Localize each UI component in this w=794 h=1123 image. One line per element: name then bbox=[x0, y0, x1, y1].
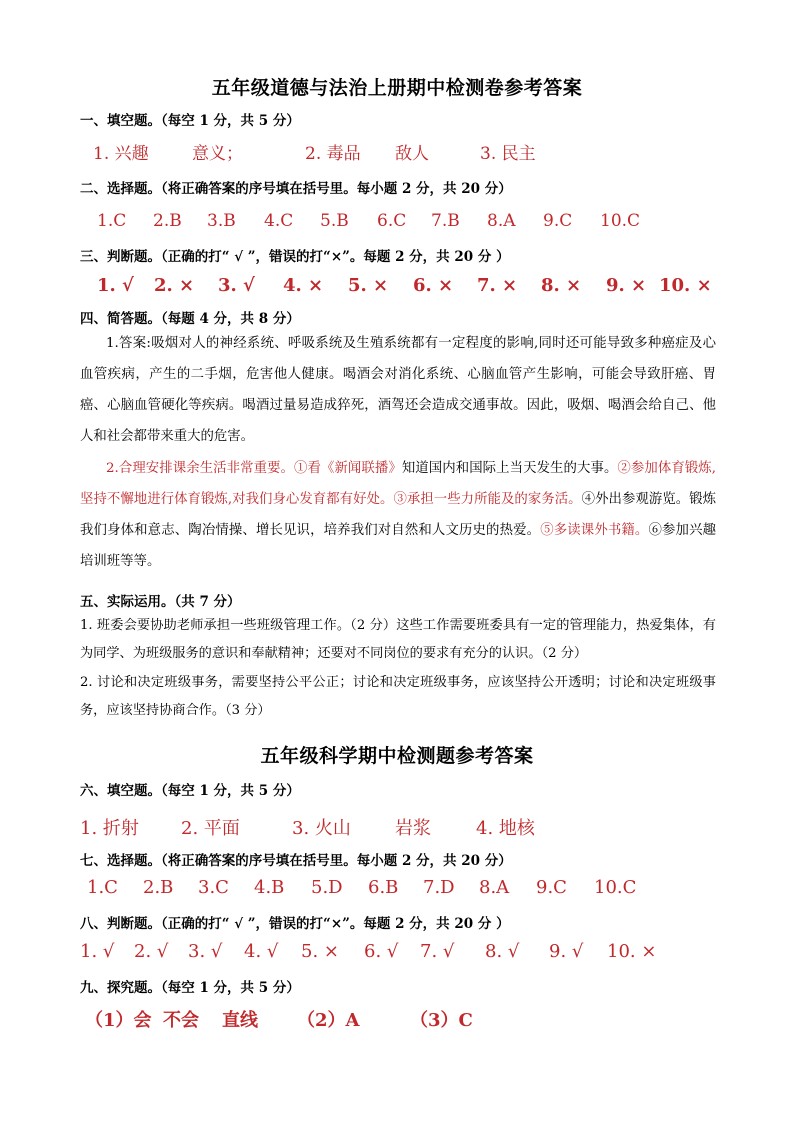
answer-paragraph: 1.答案:吸烟对人的神经系统、呼吸系统及生殖系统都有一定程度的影响,同时还可能导致多种癌症及心血管疾病，产生的二手烟，危害他人健康。喝酒会对消化系统、心脑血管产生影响，可能会导致肝癌、胃癌、心脑血管硬化等疾病。喝酒过量易造成猝死，酒驾还会造成交通事故。因此，吸烟、喝酒会给自己、他人和社会都带来重大的危害。 bbox=[80, 336, 716, 444]
answer-item: 1.C bbox=[87, 877, 118, 898]
answer-item: 3.B bbox=[207, 211, 236, 231]
answer-item: 1.C bbox=[97, 211, 127, 231]
answer-item: 10.C bbox=[594, 877, 637, 898]
answer-item: 9. × bbox=[606, 275, 647, 296]
answer-item: 9. √ bbox=[549, 941, 584, 962]
answer-item: 10. × bbox=[659, 275, 712, 296]
answer-item: 6.B bbox=[368, 877, 399, 898]
answer-item: 7.D bbox=[423, 877, 455, 898]
short-answer-1 bbox=[80, 328, 716, 452]
application-answer-2 bbox=[80, 669, 716, 725]
answer-item: 5. × bbox=[301, 941, 339, 962]
application-answer-1 bbox=[80, 612, 716, 668]
answer-item: 4. 地核 bbox=[476, 818, 535, 839]
answer-item: 2. 平面 bbox=[181, 818, 240, 839]
answer-item: 9.C bbox=[536, 877, 567, 898]
answer-item: 1. 折射 bbox=[80, 818, 139, 839]
answer-item: 2.B bbox=[153, 211, 182, 231]
answer-paragraph: 2.合理安排课余生活非常重要。①看《新闻联播》知道国内和国际上当天发生的大事。②参加体育锻炼,坚持不懈地进行体育锻炼,对我们身心发育都有好处。③承担一些力所能及的家务活。④外出参观游览。锻炼我们身体和意志、陶冶情操、增长见识，培养我们对自然和人文历史的热爱。⑤多读课外书籍。⑥参加兴趣培训班等等。 bbox=[80, 461, 717, 569]
answer-item: （1）会 bbox=[85, 1010, 152, 1031]
answer-item: 2. 毒品 bbox=[305, 144, 361, 164]
answer-item: 3. 火山 bbox=[292, 818, 351, 839]
answer-item: 1. 兴趣 bbox=[93, 144, 149, 164]
page-title: 五年级道德与法治上册期中检测卷参考答案 bbox=[211, 77, 583, 99]
answer-item: 不会 bbox=[163, 1010, 199, 1031]
answer-item: 4. × bbox=[283, 275, 324, 296]
answer-item: 5.D bbox=[311, 877, 343, 898]
answer-item: 3. √ bbox=[188, 941, 223, 962]
answer-item: 8. √ bbox=[485, 941, 520, 962]
answer-item: 8.A bbox=[487, 211, 516, 231]
answer-item: 10.C bbox=[600, 211, 641, 231]
answer-item: （2）A bbox=[297, 1010, 360, 1031]
answer-item: 7. × bbox=[477, 275, 518, 296]
answer-item: 直线 bbox=[222, 1010, 258, 1031]
answer-item: 4.C bbox=[264, 211, 294, 231]
answer-item: 意义； bbox=[192, 144, 243, 164]
section-heading-fill-blank: 一、填空题。（每空 1 分，共 5 分） bbox=[80, 113, 300, 129]
answer-item: 6. × bbox=[413, 275, 454, 296]
answer-item: 4. √ bbox=[244, 941, 279, 962]
answer-item: 8.A bbox=[479, 877, 510, 898]
answer-item: 5. × bbox=[348, 275, 389, 296]
answer-item: 3. 民主 bbox=[480, 144, 536, 164]
answer-item: 10. × bbox=[607, 941, 657, 962]
section-heading-multiple-choice: 二、选择题。（将正确答案的序号填在括号里。每小题 2 分，共 20 分） bbox=[80, 181, 512, 197]
answer-item: 7.B bbox=[431, 211, 460, 231]
section-heading-true-false: 三、判断题。（正确的打“ √ ”，错误的打“×”。每题 2 分，共 20 分 ） bbox=[80, 249, 510, 265]
answer-item: 2.B bbox=[143, 877, 174, 898]
section-heading-science-true-false: 八、判断题。（正确的打“ √ ”，错误的打“×”。每题 2 分，共 20 分 ） bbox=[80, 916, 510, 932]
answer-item: 7. √ bbox=[420, 941, 455, 962]
answer-item: 2. √ bbox=[134, 941, 169, 962]
answer-item: （3）C bbox=[410, 1010, 473, 1031]
section-heading-science-fill-blank: 六、填空题。（每空 1 分，共 5 分） bbox=[80, 783, 300, 799]
science-title: 五年级科学期中检测题参考答案 bbox=[260, 745, 534, 767]
answer-item: 1. √ bbox=[97, 275, 134, 296]
answer-item: 6. √ bbox=[364, 941, 399, 962]
answer-item: 9.C bbox=[543, 211, 573, 231]
answer-item: 4.B bbox=[254, 877, 285, 898]
answer-paragraph: 2. 讨论和决定班级事务，需要坚持公平公正；讨论和决定班级事务，应该坚持公开透明；讨论和决定班级事务，应该坚持协商合作。（3 分） bbox=[80, 675, 716, 718]
answer-item: 1. √ bbox=[80, 941, 115, 962]
answer-paragraph: 1. 班委会要协助老师承担一些班级管理工作。（2 分）这些工作需要班委具有一定的管理能力，热爱集体，有为同学、为班级服务的意识和奉献精神；还要对不同岗位的要求有充分的认识。（2 分） bbox=[80, 618, 716, 661]
answer-item: 岩浆 bbox=[395, 818, 431, 839]
section-heading-short-answer: 四、简答题。（每题 4 分，共 8 分） bbox=[80, 311, 300, 327]
section-heading-inquiry: 九、探究题。（每空 1 分，共 5 分） bbox=[80, 980, 300, 996]
answer-item: 2. × bbox=[154, 275, 195, 296]
section-heading-application: 五、实际运用。（共 7 分） bbox=[80, 594, 241, 610]
answer-item: 8. × bbox=[541, 275, 582, 296]
answer-item: 敌人 bbox=[395, 144, 429, 164]
answer-item: 5.B bbox=[320, 211, 349, 231]
section-heading-science-choice: 七、选择题。（将正确答案的序号填在括号里。每小题 2 分，共 20 分） bbox=[80, 853, 512, 869]
answer-item: 6.C bbox=[377, 211, 407, 231]
answer-item: 3.C bbox=[198, 877, 229, 898]
short-answer-2 bbox=[80, 453, 716, 577]
answer-item: 3. √ bbox=[218, 275, 255, 296]
